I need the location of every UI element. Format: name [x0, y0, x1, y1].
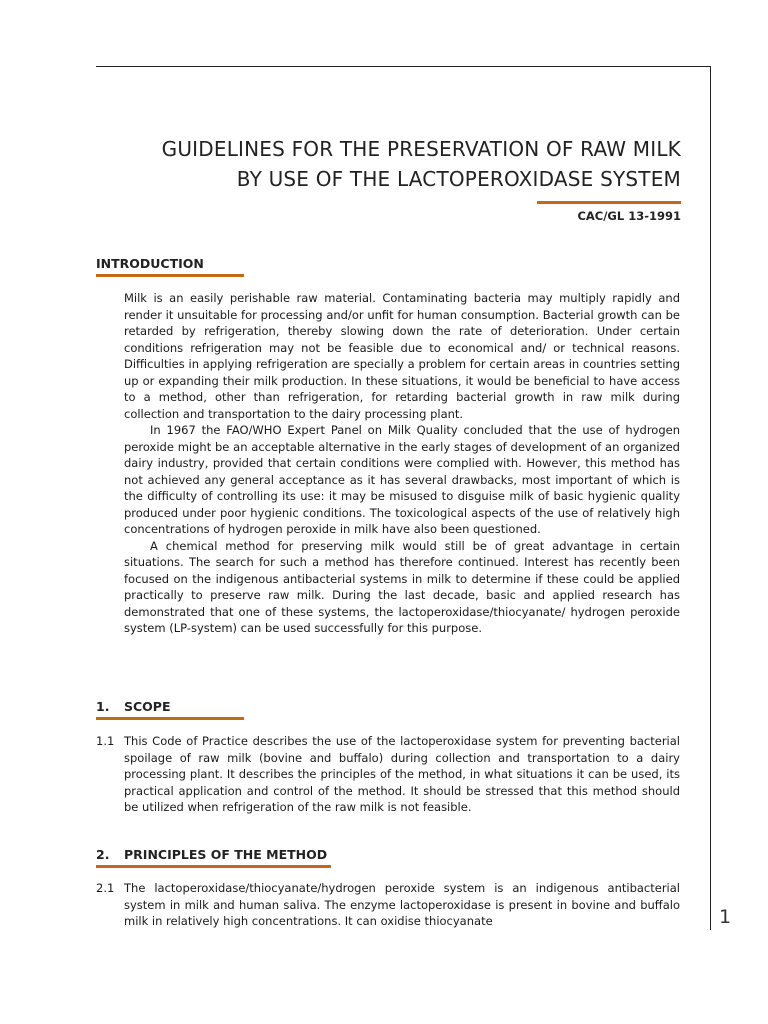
clause-text: This Code of Practice describes the use of the lactoperoxidase system for preventing bacterial spoilage of raw milk (bovine and buffalo) during collection and transportation to a dairy processing plant. It describes the principles of the method, in what situations it can be used, its practical application and control of the method. It should be stressed that this method should be utilized when refrigeration of the raw milk is not feasible.	[124, 734, 680, 814]
section-scope	[96, 699, 244, 720]
top-rule	[96, 66, 711, 67]
introduction-paragraph-2: In 1967 the FAO/WHO Expert Panel on Milk Quality concluded that the use of hydrogen peroxide might be an acceptable alternative in the early stages of development of an organized dairy industry, provided that certain conditions were complied with. However, this method has not achieved any general acceptance as it has several drawbacks, most important of which is the difficulty of controlling its use: it may be misused to disguise milk of basic hygienic quality produced under poor hygienic conditions. The toxicological aspects of the use of relatively high concentrations of hydrogen peroxide in milk have also been questioned.	[124, 423, 680, 536]
scope-heading	[96, 699, 244, 714]
section-principles	[96, 847, 328, 868]
introduction-underline	[96, 274, 244, 277]
principles-underline	[96, 865, 331, 868]
side-rule	[710, 66, 711, 930]
introduction-body	[124, 290, 680, 637]
scope-clause-1-1	[96, 733, 680, 816]
title-line-1: GUIDELINES FOR THE PRESERVATION OF RAW MILK	[161, 137, 681, 161]
clause-number: 2.1	[96, 881, 115, 895]
clause-text: The lactoperoxidase/thiocyanate/hydrogen peroxide system is an indigenous antibacterial system in milk and human saliva. The enzyme lactoperoxidase is present in bovine and buffalo milk in relatively high concentrations. It can oxidise thiocyanate	[124, 881, 680, 928]
principles-clause-2-1	[96, 880, 680, 930]
title-line-2: BY USE OF THE LACTOPEROXIDASE SYSTEM	[236, 167, 681, 191]
scope-number: 1.	[96, 699, 110, 714]
clause-number: 1.1	[96, 734, 115, 748]
introduction-paragraph-1: Milk is an easily perishable raw material. Contaminating bacteria may multiply rapidly and render it unsuitable for processing and/or unfit for human consumption. Bacterial growth can be retarded by refrigeration, thereby slowing down the rate of deterioration. Under certain conditions refrigeration may not be feasible due to economical and/ or technical reasons. Difficulties in applying refrigeration are specially a problem for certain areas in countries setting up or expanding their milk production. In these situations, it would be beneficial to have access to a method, other than refrigeration, for retarding bacterial growth in raw milk during collection and transportation to the dairy processing plant.	[124, 291, 680, 421]
title-underline	[537, 201, 681, 204]
document-title	[162, 134, 681, 194]
principles-title: PRINCIPLES OF THE METHOD	[124, 847, 328, 862]
scope-title: SCOPE	[124, 699, 171, 714]
scope-underline	[96, 717, 244, 720]
principles-heading	[96, 847, 328, 862]
introduction-paragraph-3: A chemical method for preserving milk would still be of great advantage in certain situations. The search for such a method has therefore continued. Interest has recently been focused on the indigenous antibacterial systems in milk to determine if these could be applied practically to preserve raw milk. During the last decade, basic and applied research has demonstrated that one of these systems, the lactoperoxidase/thiocyanate/ hydrogen peroxide system (LP-system) can be used successfully for this purpose.	[124, 538, 680, 635]
page-number: 1	[719, 906, 732, 928]
principles-number: 2.	[96, 847, 110, 862]
document-reference: CAC/GL 13-1991	[577, 209, 681, 223]
section-introduction	[96, 256, 244, 277]
introduction-heading: INTRODUCTION	[96, 256, 204, 271]
